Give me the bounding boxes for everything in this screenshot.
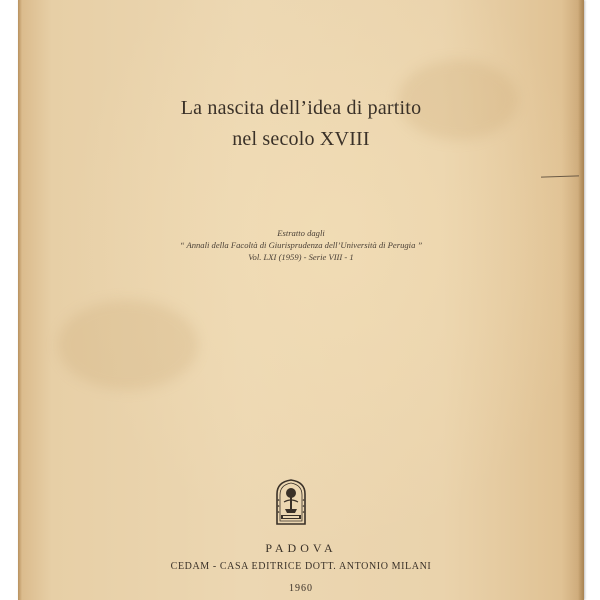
publisher-name: CEDAM - CASA EDITRICE DOTT. ANTONIO MILANI <box>170 561 432 572</box>
extract-line-2: “ Annali della Facoltà di Giurisprudenza dell’Università di Perugia ” <box>179 240 423 250</box>
page-edge-right <box>578 0 584 600</box>
document-cover <box>18 0 584 600</box>
extract-line-1: Estratto dagli <box>277 228 325 238</box>
publisher-city: PADOVA <box>265 541 337 555</box>
title-line-2: nel secolo XVIII <box>232 128 370 150</box>
extract-line-3: Vol. LXI (1959) - Serie VIII - 1 <box>248 252 354 262</box>
publisher-emblem-icon <box>273 478 309 526</box>
publication-year: 1960 <box>289 583 313 594</box>
title-line-1: La nascita dell’idea di partito <box>180 97 422 119</box>
paper-stain <box>58 300 198 390</box>
paper-crease <box>541 175 579 177</box>
page-edge-left <box>18 0 22 600</box>
